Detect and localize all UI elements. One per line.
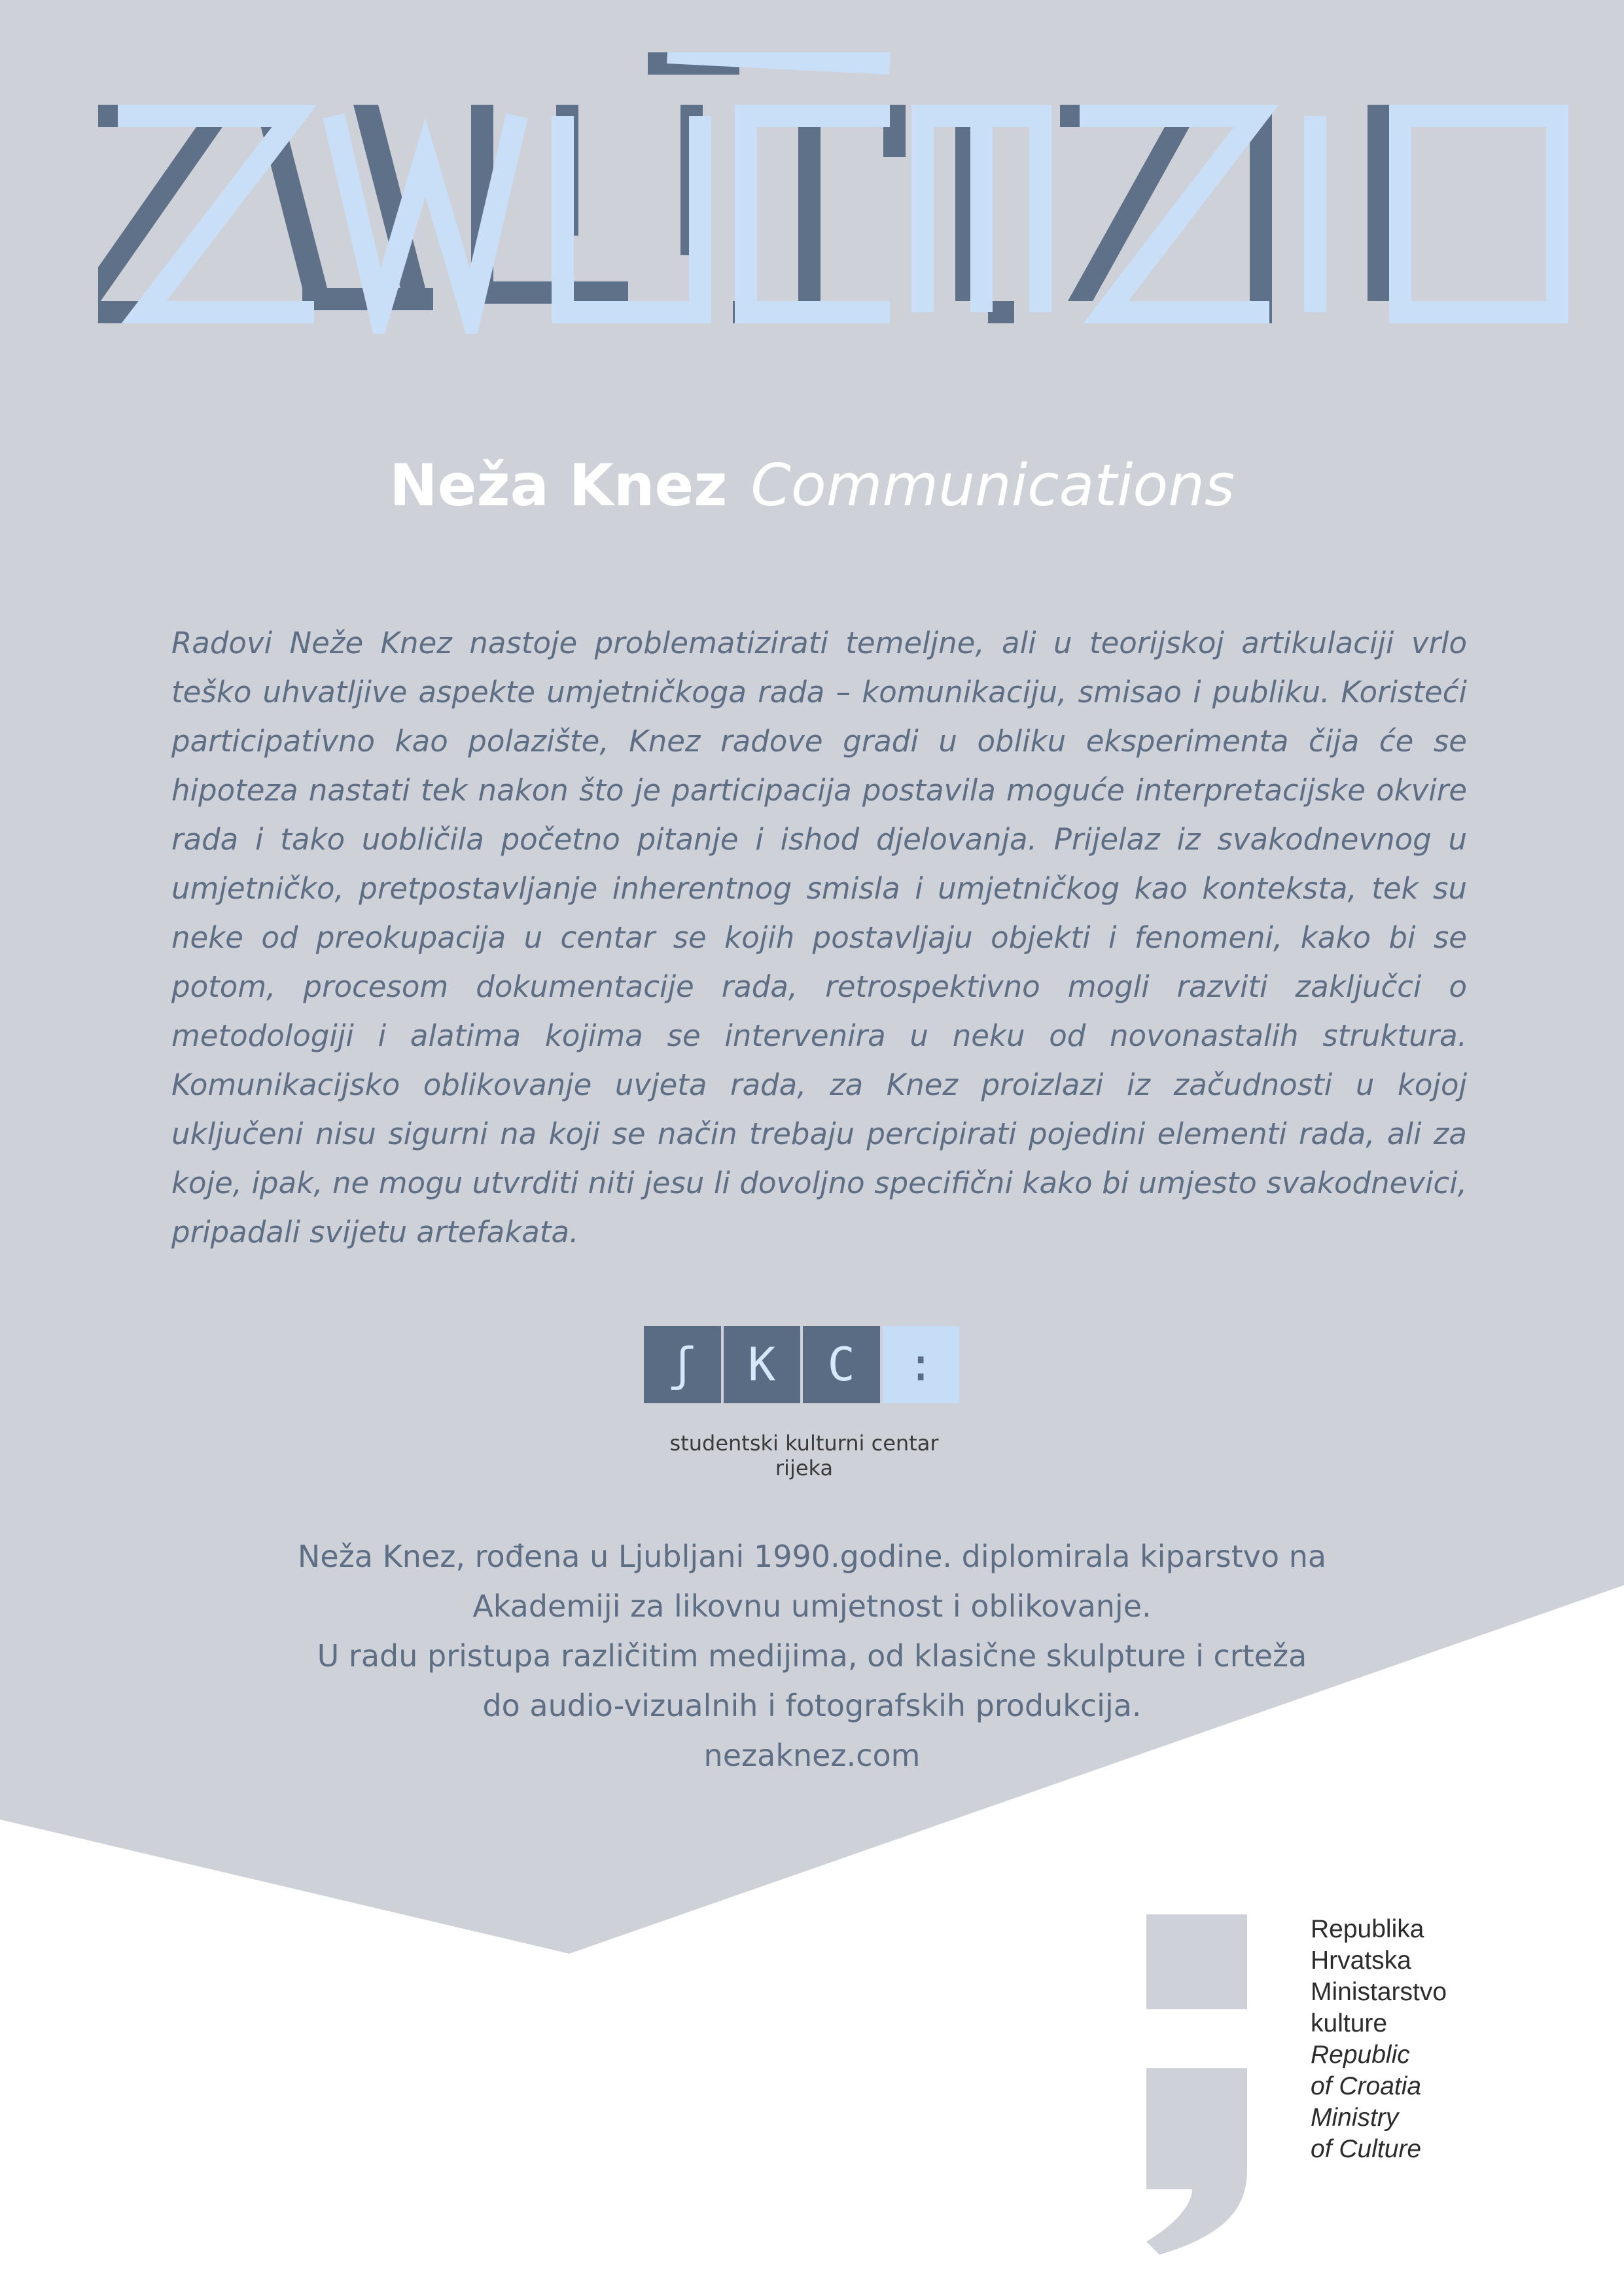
- ministry-en-line: Ministry: [1311, 2104, 1399, 2132]
- ministry-en-line: Republic: [1311, 2041, 1410, 2069]
- ministry-hr-line: Hrvatska: [1311, 1946, 1411, 1975]
- artist-bio: [0, 1532, 1624, 1780]
- logo-front-layer: [118, 52, 1557, 312]
- logo-title-graphic: [98, 52, 1577, 334]
- ministry-en-line: of Croatia: [1311, 2072, 1422, 2100]
- artist-name: Neža Knez: [389, 452, 728, 519]
- work-title: Communications: [750, 452, 1235, 519]
- description-paragraph: Radovi Neže Knez nastoje problematizirati temeljne, ali u teorijskoj artikulaciji vrlo teško uhvatljive aspekte umjetničkoga rada – komunikaciju, smisao i publiku. Koristeći participativno kao polazište, Knez radove gradi u obliku eksperimenta čija će se hipoteza nastati tek nakon što je participacija postavila moguće interpretacijske okvire rada i tako uobličila početno pitanje i ishod djelovanja. Prijelaz iz svakodnevnog u umjetničko, pretpostavljanje inherentnog smisla i umjetničkog kao konteksta, tek su neke od preokupacija u centar se kojih postavljaju objekti i fenomeni, kako bi se potom, procesom dokumentacije rada, retrospektivno mogli razviti zaključci o metodologiji i alatima kojima se intervenira u neku od novonastalih struktura. Komunikacijsko oblikovanje uvjeta rada, za Knez proizlazi iz začudnosti u kojoj uključeni nisu sigurni na koji se način trebaju percipirati pojedini elementi rada, ali za koje, ipak, ne mogu utvrditi niti jesu li dovoljno specifični kako bi umjesto svakodnevici, pripadali svijetu artefakata.: [171, 626, 1467, 1249]
- logo-shadow-layer: [98, 52, 1433, 323]
- page-title: [0, 452, 1624, 519]
- ministry-credit: [1311, 1914, 1447, 2165]
- ministry-hr-line: Ministarstvo: [1311, 1978, 1447, 2006]
- skc-logo: [644, 1326, 959, 1480]
- bio-line: U radu pristupa različitim medijima, od klasične skulpture i crteža: [317, 1638, 1307, 1674]
- skc-block-s: ʃ: [644, 1326, 721, 1403]
- bio-line: Akademiji za likovnu umjetnost i oblikovanje.: [472, 1588, 1152, 1624]
- website-link[interactable]: nezaknez.com: [703, 1738, 921, 1773]
- skc-block-colon: :: [883, 1326, 960, 1403]
- skc-block-c: C: [803, 1326, 880, 1403]
- skc-logo-blocks: [644, 1326, 959, 1403]
- bio-line: Neža Knez, rođena u Ljubljani 1990.godine. diplomirala kiparstvo na: [297, 1539, 1327, 1574]
- ministry-hr-line: kulture: [1311, 2009, 1388, 2037]
- skc-block-k: K: [724, 1326, 801, 1403]
- bio-line: do audio-vizualnih i fotografskih produkcija.: [482, 1688, 1142, 1723]
- ministry-hr-line: Republika: [1311, 1915, 1424, 1943]
- skc-caption: studentski kulturni centar rijeka: [669, 1431, 939, 1480]
- ministry-semicolon-logo: [1146, 1914, 1247, 2255]
- ministry-en-line: of Culture: [1311, 2135, 1422, 2163]
